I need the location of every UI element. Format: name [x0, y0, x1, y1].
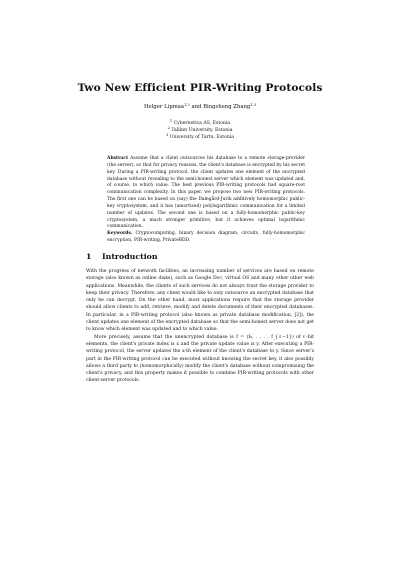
author-name: Helger Lipmaa — [143, 104, 185, 110]
affiliation-text: Tallinn University, Estonia — [171, 128, 233, 133]
author-conjunction: and — [189, 104, 204, 110]
keywords-text: Cryptocomputing, binary decision diagram, circuits, fully-homomorphic encryption, PIR-writing, PrivateBDD. — [107, 231, 305, 244]
affiliation-marker: 2 — [167, 126, 170, 130]
affiliation-text: Cybernetica AS, Estonia — [173, 121, 231, 126]
author-affiliation-marker: 1,3 — [250, 103, 257, 107]
affiliation-marker: 3 — [165, 133, 169, 137]
author-affiliation-marker: 1,2 — [184, 103, 190, 107]
abstract-text: Assume that a client outsources his database to a remote storage-provider (the server), so that for privacy reasons, the client's database is encrypted by his secret key. During a PIR-writing protocol, the client updates one element of the encrypted database without revealing to the semi-honest server which element was updated and, of course, to which value. The best previous PIR-writing protocols had square-root communication complexity. In this paper, we propose two new PIR-writing protocols. The first one can be based on (say) the Damgård-Jurik additively homomorphic public-key cryptosystem, and it has (amortized) polylogarithmic communication for a limited number of updates. The second one is based on a fully-homomorphic public-key cryptosystem, a much stronger primitive, but it achieves optimal logarithmic communication. — [107, 156, 305, 230]
keywords-paragraph — [107, 231, 305, 245]
keywords-label: Keywords. — [107, 231, 133, 237]
section-heading — [86, 252, 158, 261]
body-paragraph: With the progress of network facilities, an increasing number of services are based on remote storage (also known as online disks), such as Google Doc, virtual OS and many other other web applications. Meanwhile, the clients of such services do not always trust the storage provider to keep their privacy. Therefore, any client would like to only outsource an encrypted database that only he can decrypt. On the other hand, most applications require that the storage provider should allow clients to add, retrieve, modify and delete documents of their encrypted databases. In particular, in a PIR-writing protocol (also known as private database modification, [2]), the client updates one element of the encrypted database so that the semi-honest server does not get to know which element was updated and to which value. — [86, 269, 314, 333]
author-name: Bingsheng Zhang — [203, 104, 251, 110]
affiliation-list — [0, 120, 400, 141]
abstract-label: Abstract — [107, 156, 129, 161]
section-number: 1 — [86, 252, 92, 261]
paper-title: Two New Efficient PIR-Writing Protocols — [77, 82, 323, 94]
affiliation — [0, 134, 400, 141]
author-line — [0, 104, 400, 110]
section-title: Introduction — [102, 252, 158, 261]
affiliation-marker: 1 — [169, 119, 173, 123]
body-text — [86, 268, 314, 385]
affiliation — [0, 120, 400, 127]
affiliation — [0, 127, 400, 134]
affiliation-text: University of Tartu, Estonia — [169, 135, 235, 140]
abstract-block — [107, 156, 305, 245]
abstract-paragraph — [107, 156, 305, 231]
body-paragraph: More precisely, assume that the unencrypted database is f = (f₀, . . . , f_{ℓ−1}) of ℓ-bit elements, the client's private index is x and the private update value is y. After executing a PIR-writing protocol, the server updates the x-th element of the client's database to y. Since server's part in the PIR-writing protocol can be executed without knowing the secret key, it also possibly allows a third party to (homomorphically) modify the client's database without compromising the client's privacy, and this property makes it possible to combine PIR-writing protocols with other client-server protocols. — [86, 334, 314, 384]
